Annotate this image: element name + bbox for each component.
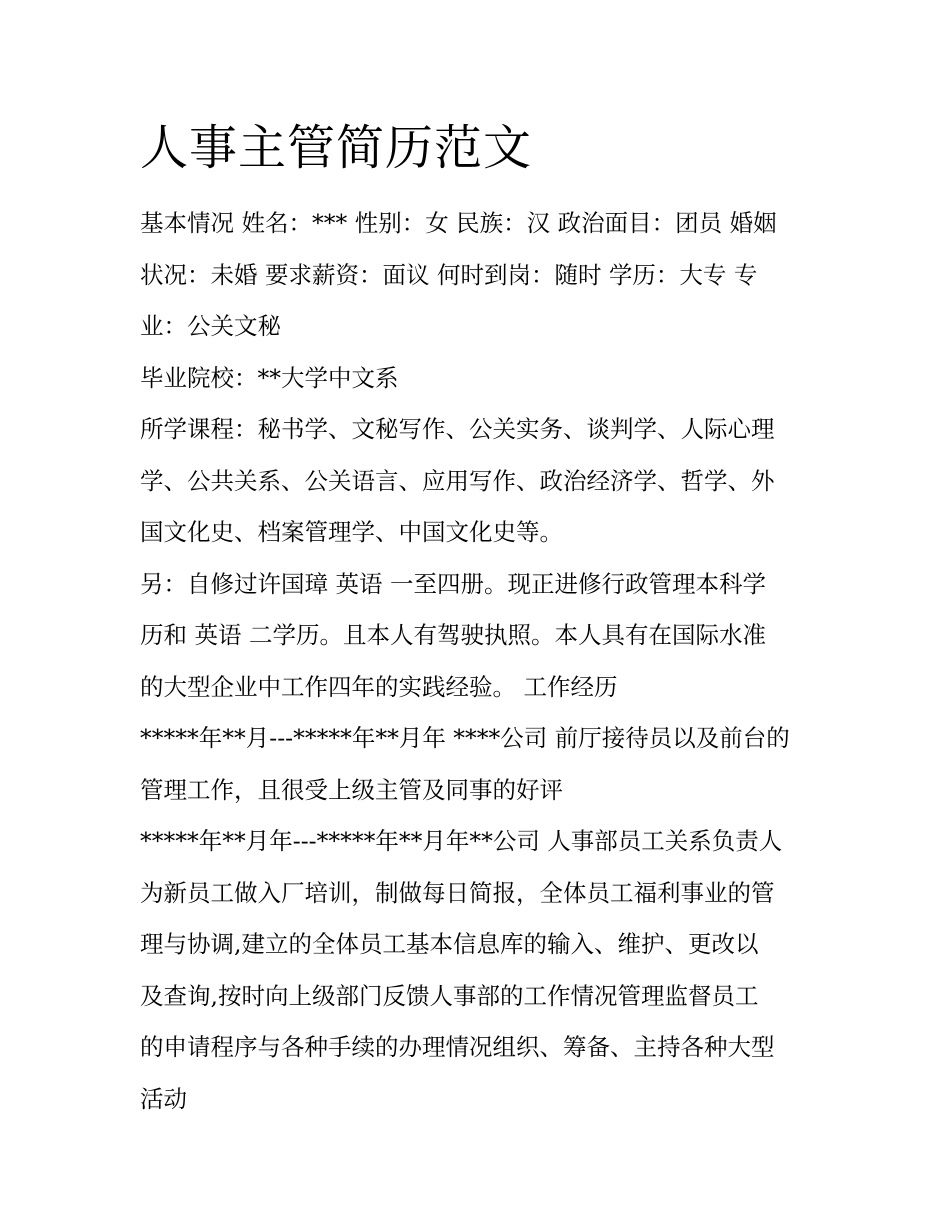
document-body [140,198,820,1125]
body-line: 的大型企业中工作四年的实践经验。 工作经历 [140,672,618,701]
body-line: 学、公共关系、公关语言、应用写作、政治经济学、哲学、外 [140,466,775,495]
body-line: 为新员工做入厂培训，制做每日简报，全体员工福利事业的管 [140,878,775,907]
body-line: 的申请程序与各种手续的办理情况组织、筹备、主持各种大型 [140,1033,775,1061]
body-line: 活动 [140,1084,187,1113]
body-line: *****年**月---*****年**月年 ****公司 前厅接待员以及前台的 [140,724,790,752]
body-line: 业：公关文秘 [140,312,281,340]
body-line: 历和 英语 二学历。且本人有驾驶执照。本人具有在国际水准 [140,621,766,649]
body-line: 管理工作，且很受上级主管及同事的好评 [140,775,563,804]
body-line: 基本情况 姓名：*** 性别：女 民族：汉 政治面目：团员 婚姻 [140,209,777,237]
body-line: 所学课程：秘书学、文秘写作、公关实务、谈判学、人际心理 [140,415,775,443]
body-line: 毕业院校：**大学中文系 [140,363,399,392]
body-line: 另：自修过许国璋 英语 一至四册。现正进修行政管理本科学 [140,569,766,598]
body-line: 及查询,按时向上级部门反馈人事部的工作情况管理监督员工 [140,981,759,1010]
body-line: *****年**月年---*****年**月年**公司 人事部员工关系负责人 [140,827,783,855]
document-title: 人事主管简历范文 [140,120,533,176]
body-line: 状况：未婚 要求薪资：面议 何时到岗：随时 学历：大专 专 [140,260,758,289]
body-line: 理与协调,建立的全体员工基本信息库的输入、维护、更改以 [140,930,759,958]
body-line: 国文化史、档案管理学、中国文化史等。 [140,518,563,546]
